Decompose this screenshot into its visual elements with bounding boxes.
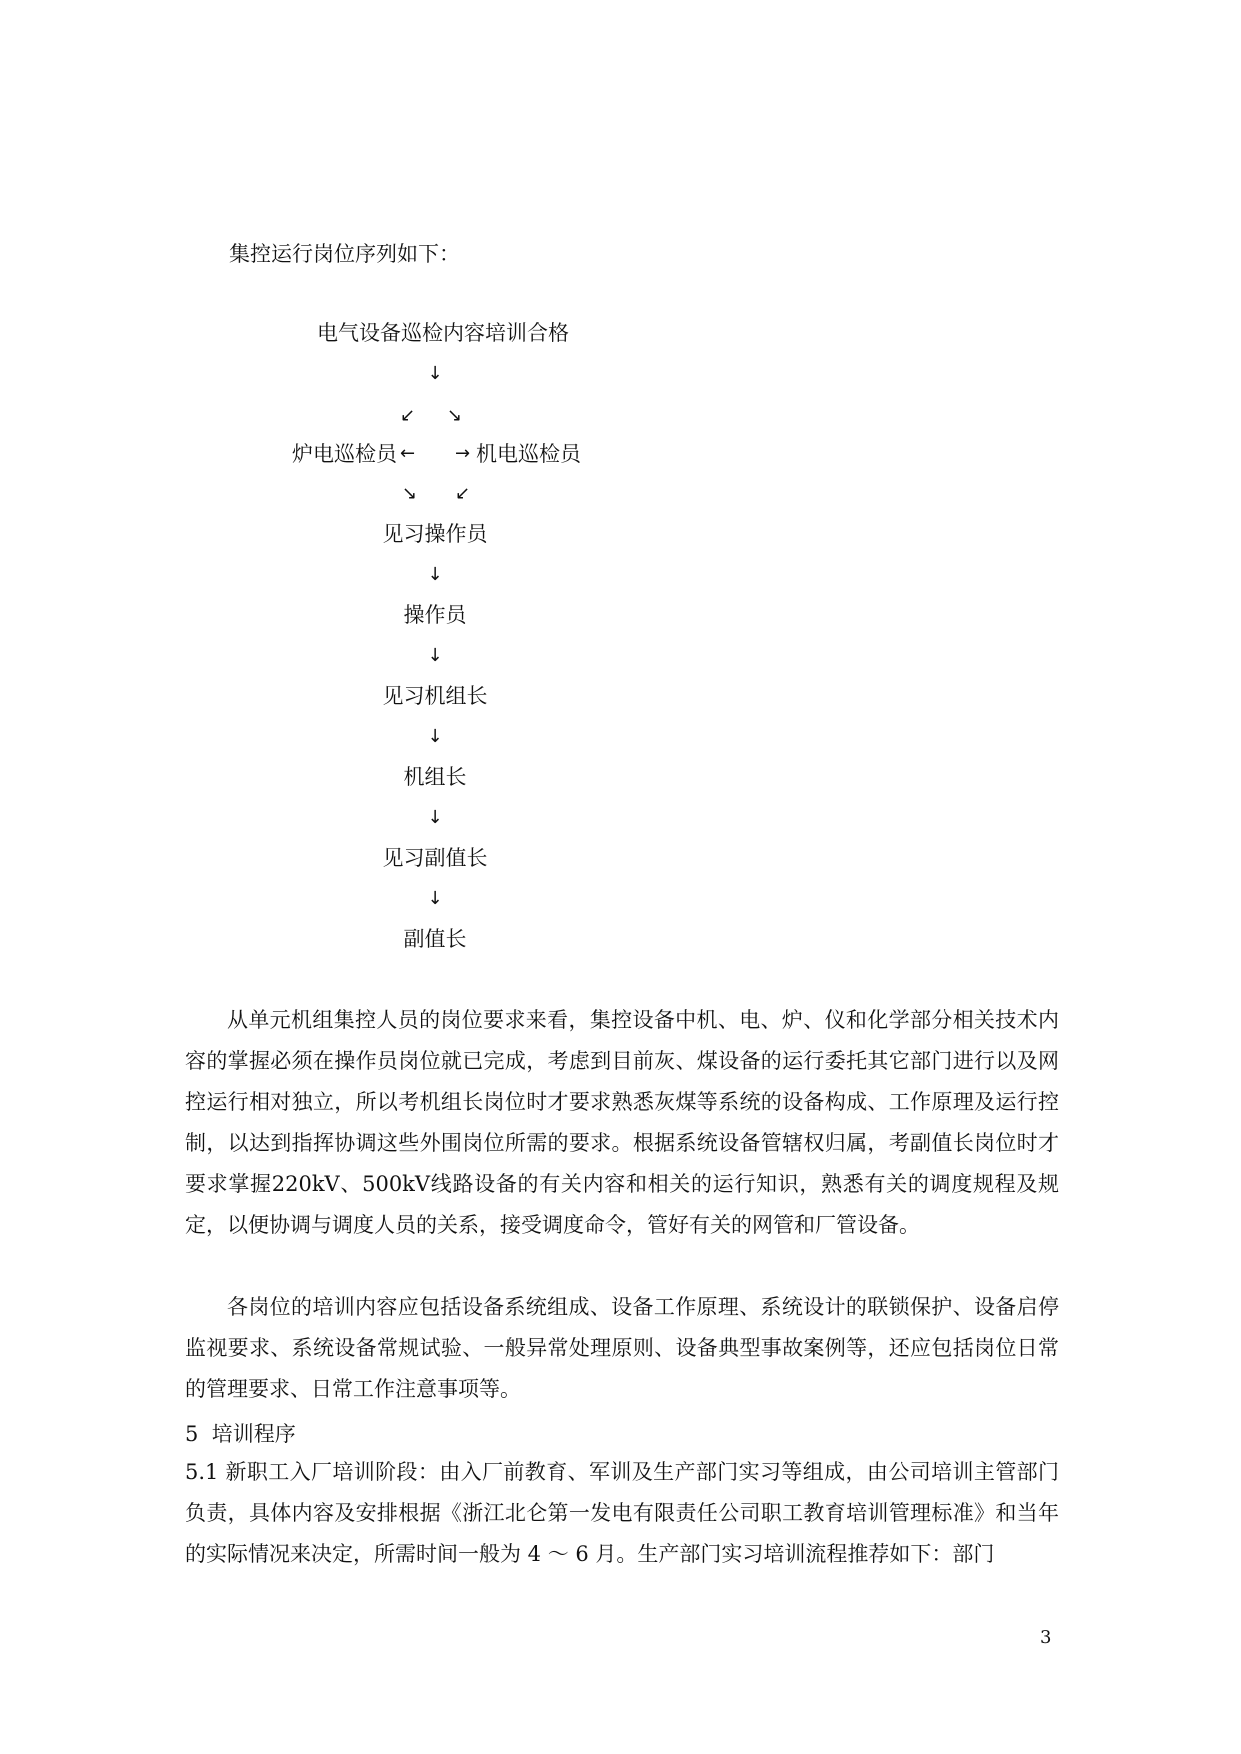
paragraph: 5.1 新职工入厂培训阶段：由入厂前教育、军训及生产部门实习等组成，由公司培训主管部门负责，具体内容及安排根据《浙江北仑第一发电有限责任公司职工教育培训管理标准》和当年的实际情况来决定，所需时间一般为 4 ～ 6 月。生产部门实习培训流程推荐如下：部门 — [185, 1460, 1059, 1566]
arrow-down-icon: ↓ — [427, 363, 443, 384]
page-number: 3 — [1040, 1627, 1052, 1648]
intro-line: 集控运行岗位序列如下： — [229, 242, 460, 266]
arrow-right-icon: → — [455, 443, 471, 464]
arrow-down-icon: ↓ — [427, 564, 443, 585]
flow-step: 见习副值长 — [382, 846, 488, 870]
arrow-sw-icon: ↙ — [455, 483, 471, 504]
flow-top-node: 电气设备巡检内容培训合格 — [317, 321, 569, 345]
paragraph: 从单元机组集控人员的岗位要求来看，集控设备中机、电、炉、仪和化学部分相关技术内容的掌握必须在操作员岗位就已完成，考虑到目前灰、煤设备的运行委托其它部门进行以及网控运行相对独立，所以考机组长岗位时才要求熟悉灰煤等系统的设备构成、工作原理及运行控制，以达到指挥协调这些外围岗位所需的要求。根据系统设备管辖权归属，考副值长岗位时才要求掌握220kV、500kV线路设备的有关内容和相关的运行知识，熟悉有关的调度规程及规定，以便协调与调度人员的关系，接受调度命令，管好有关的网管和厂管设备。 — [185, 1008, 1059, 1237]
arrow-down-icon: ↓ — [427, 645, 443, 666]
flow-step: 见习操作员 — [382, 522, 488, 546]
flow-node-right: 机电巡检员 — [476, 442, 581, 466]
flow-node-left: 炉电巡检员 — [292, 442, 397, 466]
arrow-se-icon: ↘ — [447, 405, 463, 426]
arrow-down-icon: ↓ — [427, 807, 443, 828]
flow-step: 机组长 — [403, 765, 467, 789]
arrow-sw-icon: ↙ — [400, 405, 416, 426]
flow-step: 操作员 — [403, 603, 467, 627]
flow-step: 副值长 — [403, 927, 467, 951]
section-heading: 5 培训程序 — [185, 1422, 296, 1446]
paragraph: 各岗位的培训内容应包括设备系统组成、设备工作原理、系统设计的联锁保护、设备启停监视要求、系统设备常规试验、一般异常处理原则、设备典型事故案例等，还应包括岗位日常的管理要求、日常工作注意事项等。 — [185, 1295, 1059, 1401]
arrow-left-icon: ← — [400, 443, 416, 464]
arrow-down-icon: ↓ — [427, 888, 443, 909]
flow-step: 见习机组长 — [382, 684, 488, 708]
arrow-down-icon: ↓ — [427, 726, 443, 747]
arrow-se-icon: ↘ — [402, 483, 418, 504]
